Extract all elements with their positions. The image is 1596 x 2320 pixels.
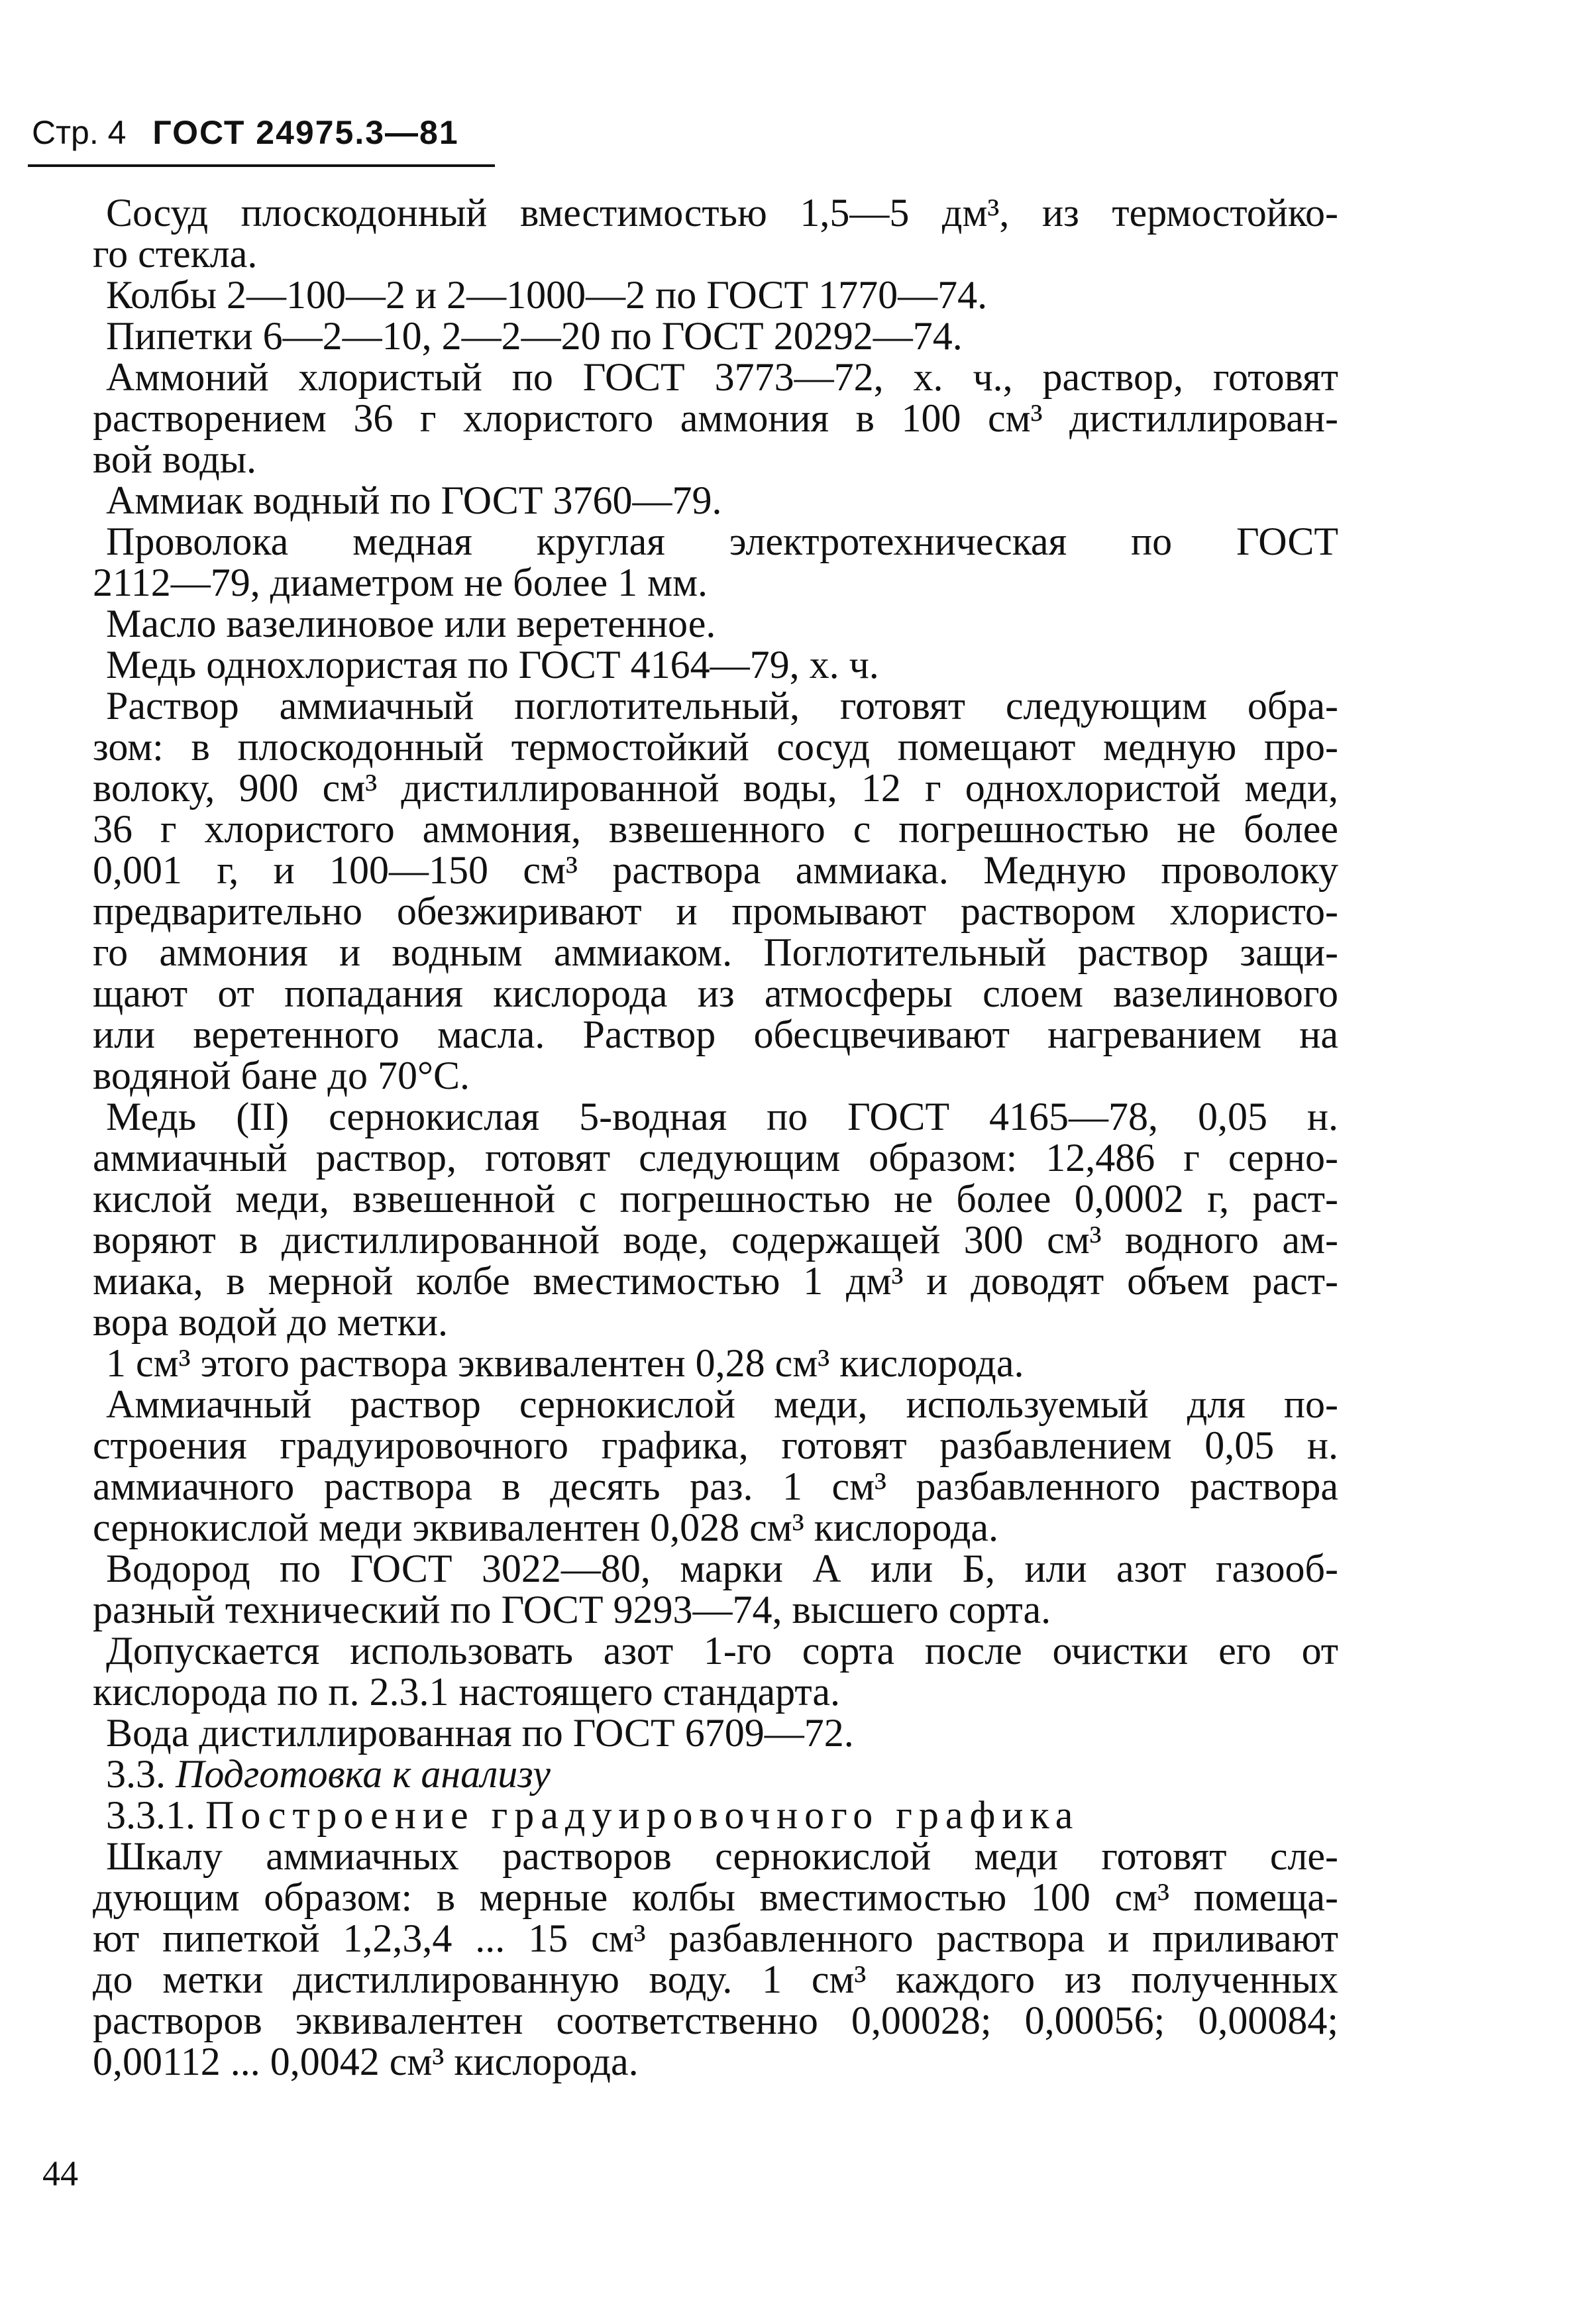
text-line: Допускается использовать азот 1-го сорта после очистки его от [106,1629,1338,1673]
text-line: щают от попадания кислорода из атмосферы слоем вазелинового [93,971,1338,1015]
text-line: вой воды. [93,437,257,481]
text-line: Раствор аммиачный поглотительный, готовят следующим обра- [106,684,1338,728]
text-line: Вода дистиллированная по ГОСТ 6709—72. [106,1711,854,1755]
text-line: предварительно обезжиривают и промывают раствором хлористо- [93,889,1338,933]
page-footer [42,2154,78,2193]
text-line: 2112—79, диаметром не более 1 мм. [93,561,708,604]
section-title: Подготовка к анализу [176,1752,551,1796]
text-line: сернокислой меди эквивалентен 0,028 см³ кислорода. [93,1506,999,1549]
text-line: до метки дистиллированную воду. 1 см³ каждого из полученных [93,1958,1338,2001]
page-label: Стр. 4 [32,114,127,151]
text-line: воряют в дистиллированной воде, содержащей 300 см³ водного ам- [93,1218,1338,1262]
materials-list [93,192,1338,1753]
text-line: го аммония и водным аммиаком. Поглотительный раствор защи- [93,930,1338,974]
text-line: или веретенного масла. Раствор обесцвечивают нагреванием на [93,1013,1338,1056]
text-line: Медь (II) сернокислая 5-водная по ГОСТ 4165—78, 0,05 н. [106,1095,1338,1138]
section-number: 3.3. [106,1752,166,1796]
body-text [93,192,1338,2082]
section-heading-3-3 [93,1753,1338,1795]
text-line: го стекла. [93,232,258,276]
text-line: Аммиачный раствор сернокислой меди, используемый для по- [106,1382,1338,1426]
text-line: кислорода по п. 2.3.1 настоящего стандарта. [93,1670,840,1714]
calibration-paragraph [93,1836,1338,2082]
text-line: Шкалу аммиачных растворов сернокислой меди готовят сле- [106,1834,1338,1878]
subsection-title: Построение градуировочного графика [205,1793,1080,1837]
text-line: Сосуд плоскодонный вместимостью 1,5—5 дм³, из термостойко- [106,191,1338,235]
standard-number: ГОСТ 24975.3—81 [152,114,459,151]
text-line: зом: в плоскодонный термостойкий сосуд помещают медную про- [93,725,1338,769]
text-line: Колбы 2—100—2 и 2—1000—2 по ГОСТ 1770—74. [106,273,988,317]
text-line: ют пипеткой 1,2,3,4 ... 15 см³ разбавленного раствора и приливают [93,1916,1338,1960]
text-line: Аммоний хлористый по ГОСТ 3773—72, х. ч., раствор, готовят [106,355,1338,399]
text-line: аммиачного раствора в десять раз. 1 см³ разбавленного раствора [93,1464,1338,1508]
text-line: 36 г хлористого аммония, взвешенного с погрешностью не более [93,807,1338,851]
subsection-number: 3.3.1. [106,1793,195,1837]
text-line: дующим образом: в мерные колбы вместимостью 100 см³ помеща- [93,1875,1338,1919]
subsection-heading-3-3-1 [93,1795,1338,1836]
text-line: аммиачный раствор, готовят следующим образом: 12,486 г серно- [93,1136,1338,1180]
text-line: 0,00112 ... 0,0042 см³ кислорода. [93,2040,639,2083]
text-line: водяной бане до 70°С. [93,1054,470,1097]
text-line: Медь однохлористая по ГОСТ 4164—79, х. ч. [106,643,879,687]
page-header [32,113,459,152]
text-line: Пипетки 6—2—10, 2—2—20 по ГОСТ 20292—74. [106,314,963,358]
text-line: строения градуировочного графика, готовят разбавлением 0,05 н. [93,1423,1338,1467]
text-line: Проволока медная круглая электротехническая по ГОСТ [106,520,1338,563]
text-line: кислой меди, взвешенной с погрешностью не более 0,0002 г, раст- [93,1177,1338,1221]
text-line: волоку, 900 см³ дистиллированной воды, 12 г однохлористой меди, [93,766,1338,810]
text-line: Аммиак водный по ГОСТ 3760—79. [106,478,722,522]
header-rule [28,164,495,167]
page-number: 44 [42,2154,78,2193]
text-line: 1 см³ этого раствора эквивалентен 0,28 см³ кислорода. [106,1341,1024,1385]
text-line: миака, в мерной колбе вместимостью 1 дм³ и доводят объем раст- [93,1259,1338,1303]
text-line: вора водой до метки. [93,1300,448,1344]
text-line: 0,001 г, и 100—150 см³ раствора аммиака. Медную проволоку [93,848,1338,892]
text-line: разный технический по ГОСТ 9293—74, высшего сорта. [93,1588,1051,1631]
text-line: Водород по ГОСТ 3022—80, марки А или Б, или азот газооб- [106,1547,1338,1590]
text-line: растворением 36 г хлористого аммония в 100 см³ дистиллирован- [93,396,1338,440]
text-line: Масло вазелиновое или веретенное. [106,602,716,645]
text-line: растворов эквивалентен соответственно 0,00028; 0,00056; 0,00084; [93,1999,1338,2042]
